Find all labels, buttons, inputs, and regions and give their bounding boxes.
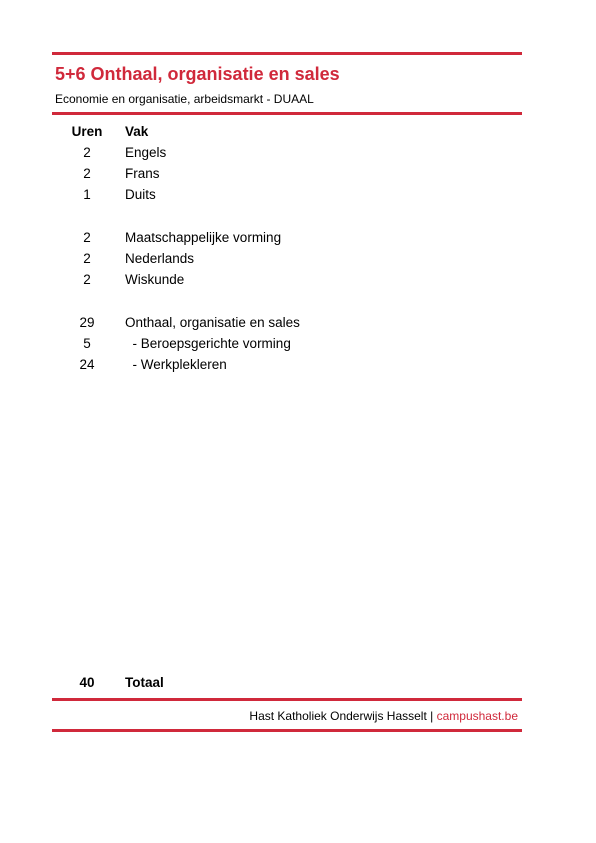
total-row: [0, 675, 596, 693]
total-label: Totaal: [125, 675, 164, 690]
table-row: [0, 230, 596, 248]
footer-bottom-divider: [52, 729, 522, 732]
footer-top-divider: [52, 698, 522, 701]
header-divider: [52, 112, 522, 115]
row-hours: 2: [83, 272, 91, 287]
hours-column-header: Uren: [71, 124, 103, 139]
footer-separator: |: [426, 709, 437, 723]
row-subject: Wiskunde: [125, 272, 185, 287]
row-hours: 29: [79, 315, 95, 330]
row-hours: 2: [83, 230, 91, 245]
row-subject: Maatschappelijke vorming: [125, 230, 282, 245]
row-hours: 24: [79, 357, 95, 372]
table-row: [0, 187, 596, 205]
page-subtitle: Economie en organisatie, arbeidsmarkt - DUAAL: [55, 92, 314, 106]
row-hours: 2: [83, 145, 91, 160]
table-header: [0, 124, 596, 142]
row-subject: - Werkplekleren: [125, 357, 227, 372]
table-row: [0, 336, 596, 354]
total-hours: 40: [79, 675, 95, 690]
row-hours: 5: [83, 336, 91, 351]
table-row: [0, 166, 596, 184]
table-row: [0, 145, 596, 163]
row-hours: 2: [83, 251, 91, 266]
table-row: [0, 272, 596, 290]
row-subject: Duits: [125, 187, 156, 202]
row-hours: 2: [83, 166, 91, 181]
row-subject: Frans: [125, 166, 160, 181]
page-title: 5+6 Onthaal, organisatie en sales: [55, 64, 340, 84]
table-row: [0, 251, 596, 269]
row-subject: Onthaal, organisatie en sales: [125, 315, 300, 330]
row-subject: Nederlands: [125, 251, 195, 266]
footer: [249, 709, 518, 723]
top-divider: [52, 52, 522, 55]
row-hours: 1: [83, 187, 91, 202]
table-row: [0, 357, 596, 375]
table-row: [0, 315, 596, 333]
row-subject: - Beroepsgerichte vorming: [125, 336, 291, 351]
website-link[interactable]: campushast.be: [436, 709, 518, 723]
school-name: Hast Katholiek Onderwijs Hasselt: [249, 709, 427, 723]
subject-column-header: Vak: [125, 124, 149, 139]
row-subject: Engels: [125, 145, 167, 160]
